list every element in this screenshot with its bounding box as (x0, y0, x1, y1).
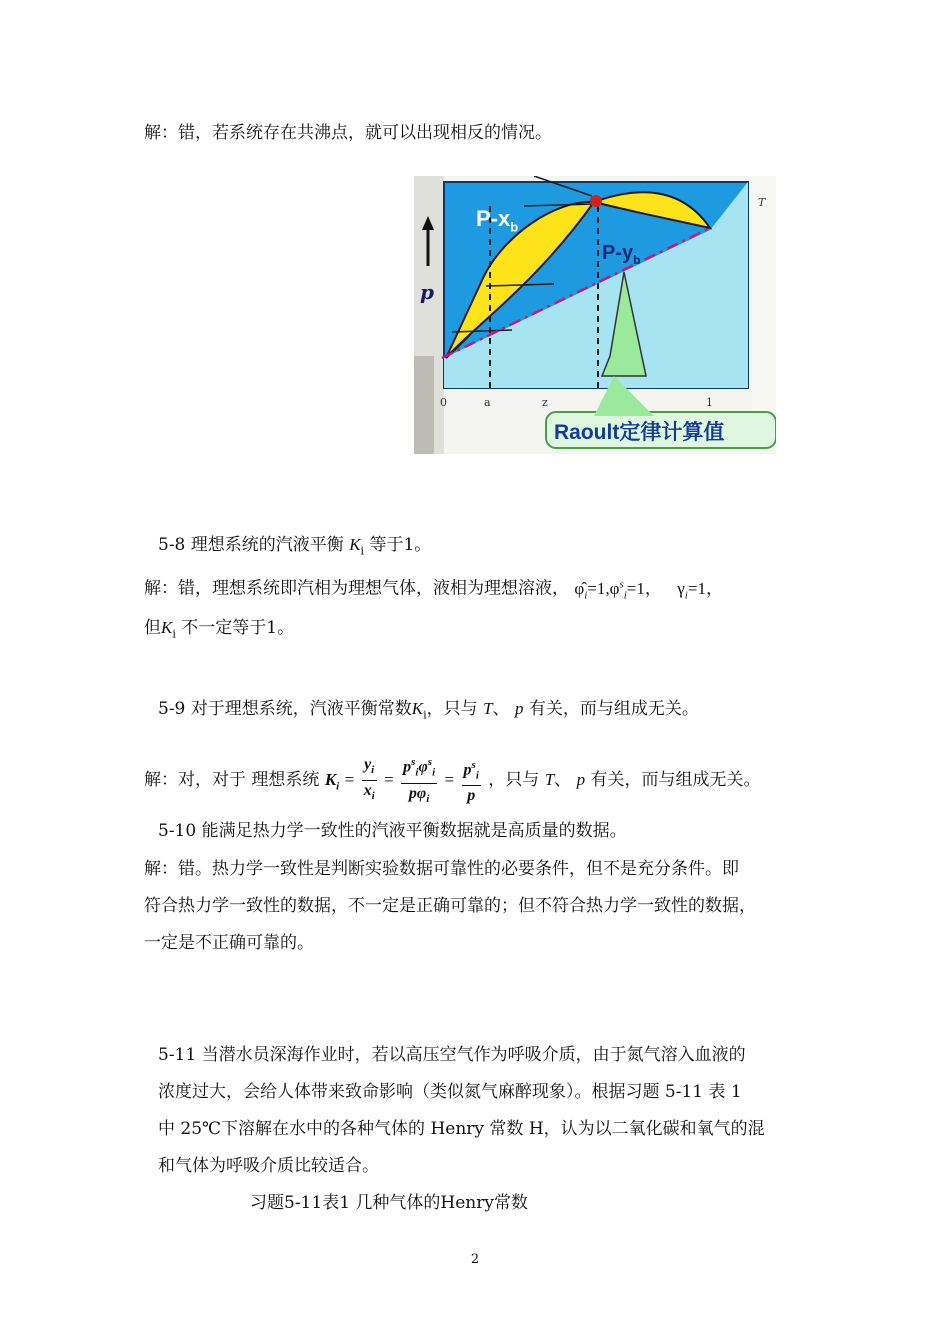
answer-5-8: 解：错，理想系统即汽相为理想气体，液相为理想溶液， $\varphî_i=1,\varphi^s_i=1$， $\gamma_i=1$， (144, 578, 723, 602)
axis-tick-0: 0 (440, 396, 447, 409)
question-5-11-line-4: 和气体为呼吸介质比较适合。 (158, 1156, 379, 1176)
fraction-ps-phi: $\frac{p^s_i\varphi^s_i}{p\varphi_i}$ (401, 752, 437, 809)
fraction-ps-over-p: $\frac{p^s_i}{p}$ (462, 755, 481, 807)
fraction-y-over-x: $\frac{y_i}{x_i}$ (363, 755, 375, 803)
answer-5-10-line-3: 一定是不正确可靠的。 (144, 933, 314, 953)
axis-tick-z: z (542, 396, 548, 409)
axis-label-p: p (420, 280, 434, 304)
axis-tick-1: 1 (706, 396, 713, 409)
answer-5-9: 解：对，对于 理想系统 $K_i$ = $\frac{y_i}{x_i}$ = $\frac{p^s_i\varphi^s_i}{p\varphi_i}$ = $\frac{p^s_i}{p}$ ，只与 T、 p 有关，而与组成无关。 (144, 752, 760, 811)
raoult-callout-label: Raoult定律计算值 (554, 421, 725, 444)
label-t-top-right: T (758, 196, 766, 209)
answer-5-8-continued: 但$K_i$ 不一定等于1。 (144, 618, 295, 641)
label-p-x: $P-x_b$ (476, 206, 519, 235)
table-caption: 习题5-11表1 几种气体的Henry常数 (250, 1193, 528, 1213)
paragraph-answer-intro: 解：错，若系统存在共沸点，就可以出现相反的情况。 (144, 123, 552, 143)
axis-tick-a: a (484, 396, 491, 409)
question-5-9: 5-9 对于理想系统，汽液平衡常数$K_i$，只与 T、 p 有关，而与组成无关。 (158, 699, 699, 722)
answer-5-10-line-1: 解：错。热力学一致性是判断实验数据可靠性的必要条件，但不是充分条件。即 (144, 859, 739, 879)
question-5-10: 5-10 能满足热力学一致性的汽液平衡数据就是高质量的数据。 (158, 821, 627, 841)
label-p-y: $P-y_b$ (602, 242, 641, 267)
equation-k: $K_i$ (324, 769, 340, 793)
phase-diagram-figure (414, 176, 776, 454)
page-number: 2 (470, 1252, 480, 1267)
question-5-11-line-1: 5-11 当潜水员深海作业时，若以高压空气作为呼吸介质，由于氮气溶入血液的 (158, 1045, 746, 1065)
answer-5-10-line-2: 符合热力学一致性的数据，不一定是正确可靠的；但不符合热力学一致性的数据， (144, 896, 756, 916)
question-5-8: 5-8 理想系统的汽液平衡 $K_i$ 等于1。 (158, 535, 432, 558)
question-5-11-line-3: 中 25℃下溶解在水中的各种气体的 Henry 常数 H，认为以二氧化碳和氧气的混 (158, 1119, 765, 1139)
question-5-11-line-2: 浓度过大，会给人体带来致命影响（类似氮气麻醉现象）。根据习题 5-11 表 1 (158, 1082, 742, 1102)
